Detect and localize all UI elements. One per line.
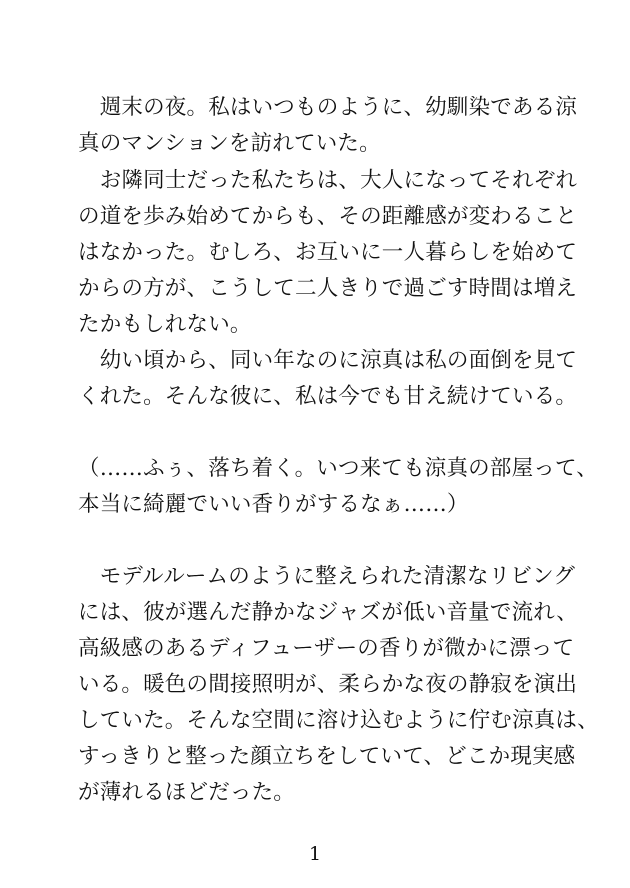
text-line: 週末の夜。私はいつものように、幼馴染である涼 (78, 95, 578, 120)
text-line: （……ふぅ、落ち着く。いつ来ても涼真の部屋って、 (78, 456, 598, 481)
text-line: していた。そんな空間に溶け込むように佇む涼真は、 (78, 708, 599, 733)
page-number: 1 (308, 843, 322, 865)
text-line: 真のマンションを訪れていた。 (78, 131, 381, 156)
text-line: 本当に綺麗でいい香りがするなぁ……） (78, 492, 469, 517)
text-line: はなかった。むしろ、お互いに一人暮らしを始めて (78, 240, 578, 265)
text-line: 幼い頃から、同い年なのに涼真は私の面倒を見て (78, 348, 578, 373)
text-line: からの方が、こうして二人きりで過ごす時間は増え (78, 276, 578, 301)
text-line: 高級感のあるディフューザーの香りが微かに漂って (78, 636, 575, 661)
text-line: の道を歩み始めてからも、その距離感が変わること (78, 204, 578, 229)
text-line: モデルルームのように整えられた清潔なリビング (78, 564, 576, 589)
text-line: には、彼が選んだ静かなジャズが低い音量で流れ、 (78, 600, 578, 625)
text-line: お隣同士だった私たちは、大人になってそれぞれ (78, 168, 578, 193)
text-line: くれた。そんな彼に、私は今でも甘え続けている。 (78, 384, 578, 409)
text-line: が薄れるほどだった。 (78, 780, 296, 805)
text-line: たかもしれない。 (78, 312, 252, 337)
text-line: いる。暖色の間接照明が、柔らかな夜の静寂を演出 (78, 672, 578, 697)
text-line: すっきりと整った顔立ちをしていて、どこか現実感 (78, 744, 576, 769)
